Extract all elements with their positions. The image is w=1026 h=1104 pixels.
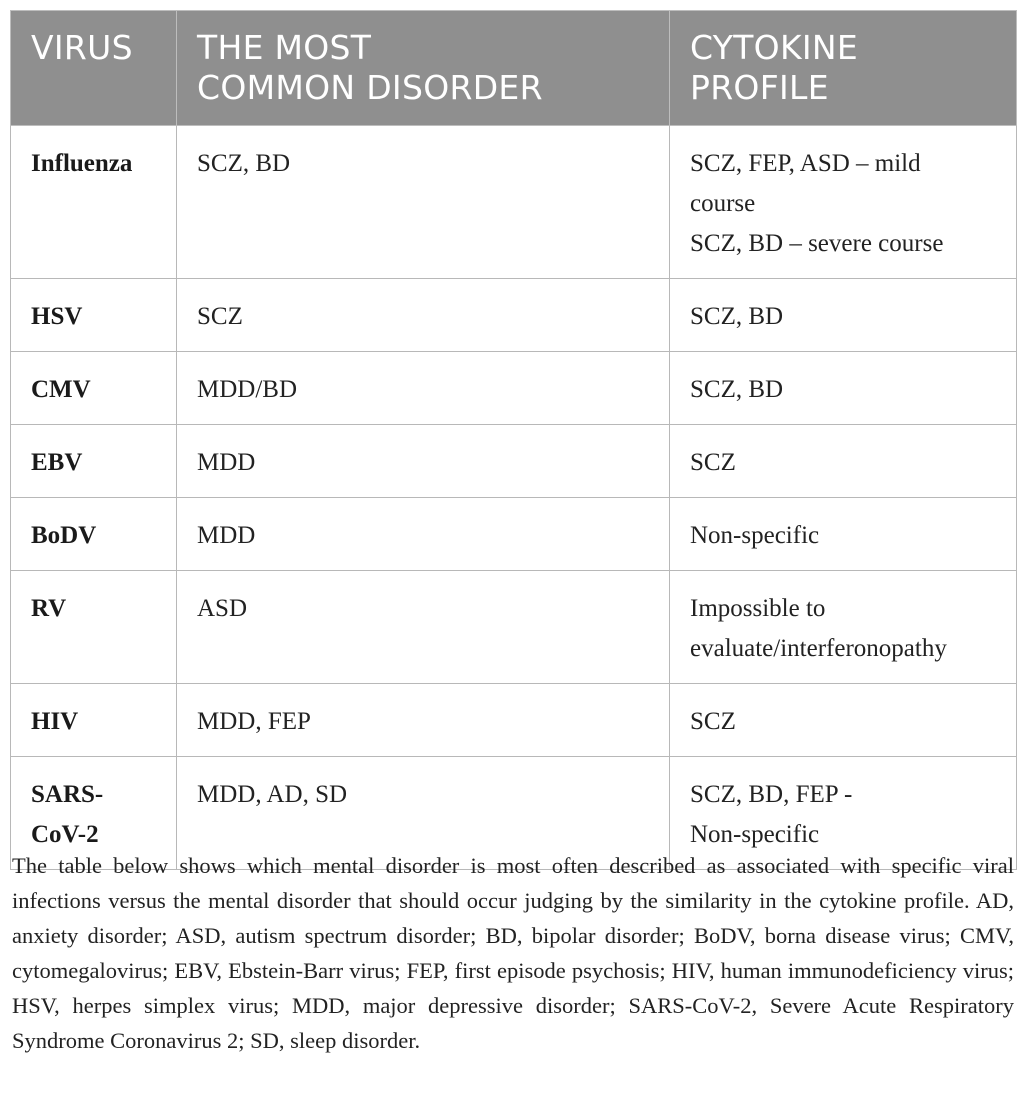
cytokine-profile-cell: SCZ [670, 425, 1017, 498]
table-header [11, 11, 1017, 126]
virus-cell: SARS- CoV-2 [11, 757, 177, 870]
virus-cell: HIV [11, 684, 177, 757]
virus-cell: CMV [11, 352, 177, 425]
cytokine-profile-cell: Impossible to evaluate/interferonopathy [670, 571, 1017, 684]
table-footnote: The table below shows which mental disorder is most often described as associated with specific viral infections versus the mental disorder that should occur judging by the similarity in the cytokine profile. AD, anxiety disorder; ASD, autism spectrum disorder; BD, bipolar disorder; BoDV, borna disease virus; CMV, cytomegalovirus; EBV, Ebstein-Barr virus; FEP, first episode psychosis; HIV, human immunodeficiency virus; HSV, herpes simplex virus; MDD, major depressive disorder; SARS-CoV-2, Severe Acute Respiratory Syndrome Coronavirus 2; SD, sleep disorder. [12, 853, 1014, 1053]
cytokine-profile-cell: SCZ [670, 684, 1017, 757]
table-row [11, 126, 1017, 279]
header-row [11, 11, 1017, 126]
virus-cell: RV [11, 571, 177, 684]
table-row [11, 571, 1017, 684]
virus-disorder-table-container [10, 10, 1016, 870]
common-disorder-cell: MDD, FEP [177, 684, 670, 757]
table-row [11, 425, 1017, 498]
cytokine-profile-cell: SCZ, BD [670, 352, 1017, 425]
common-disorder-cell: SCZ [177, 279, 670, 352]
table-row [11, 684, 1017, 757]
cytokine-profile-cell: SCZ, BD [670, 279, 1017, 352]
table-row [11, 279, 1017, 352]
table-body [11, 126, 1017, 870]
cytokine-profile-cell: Non-specific [670, 498, 1017, 571]
common-disorder-cell: SCZ, BD [177, 126, 670, 279]
table-row [11, 352, 1017, 425]
virus-cell: Influenza [11, 126, 177, 279]
virus-cell: HSV [11, 279, 177, 352]
virus-cell: EBV [11, 425, 177, 498]
virus-disorder-table [10, 10, 1017, 870]
common-disorder-cell: MDD/BD [177, 352, 670, 425]
header-cytokine-profile: CYTOKINE PROFILE [670, 11, 1017, 126]
header-virus: VIRUS [11, 11, 177, 126]
table-row [11, 498, 1017, 571]
common-disorder-cell: MDD [177, 425, 670, 498]
common-disorder-cell: ASD [177, 571, 670, 684]
cytokine-profile-cell: SCZ, BD, FEP - Non-specific [670, 757, 1017, 870]
header-most-common-disorder: THE MOST COMMON DISORDER [177, 11, 670, 126]
cytokine-profile-cell: SCZ, FEP, ASD – mild course SCZ, BD – severe course [670, 126, 1017, 279]
common-disorder-cell: MDD [177, 498, 670, 571]
common-disorder-cell: MDD, AD, SD [177, 757, 670, 870]
virus-cell: BoDV [11, 498, 177, 571]
